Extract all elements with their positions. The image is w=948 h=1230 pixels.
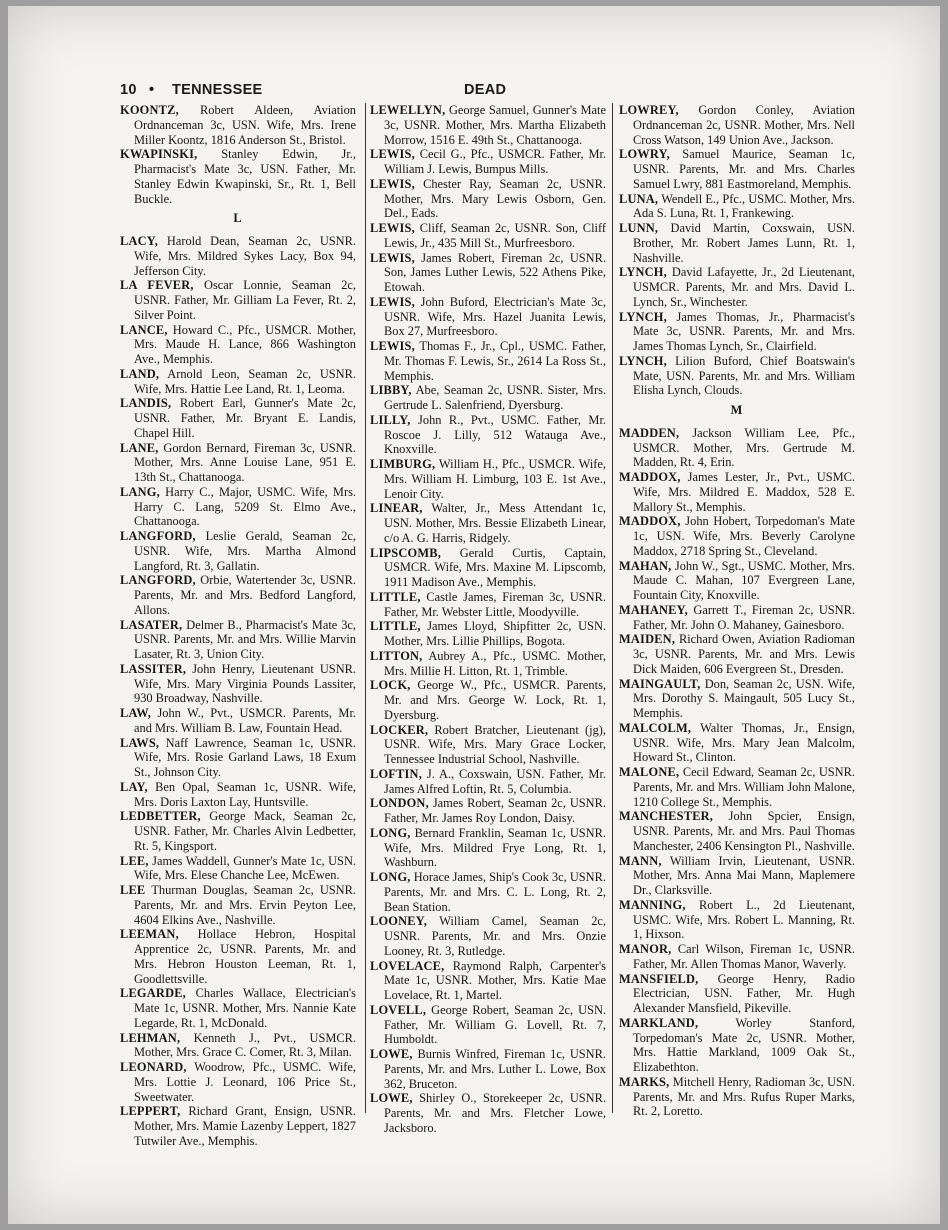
header-state: TENNESSEE xyxy=(172,82,263,98)
casualty-entry xyxy=(619,721,855,765)
casualty-entry xyxy=(619,603,855,633)
entry-surname: LEWIS, xyxy=(370,147,415,162)
casualty-entry xyxy=(370,870,606,914)
entry-details: Samuel Maurice, Seaman 1c, USNR. Parents, Mr. and Mrs. Charles Samuel Lwry, 881 Eastmoreland, Memphis. xyxy=(633,147,855,191)
casualty-entry xyxy=(120,986,356,1030)
entry-surname: LEWIS, xyxy=(370,176,415,191)
entry-details: David Lafayette, Jr., 2d Lieutenant, USMCR. Parents, Mr. and Mrs. David L. Lynch, Sr., Winchester. xyxy=(633,265,855,309)
entry-details: J. A., Coxswain, USN. Father, Mr. James Alfred Loftin, Rt. 5, Columbia. xyxy=(384,766,606,796)
entry-surname: LAY, xyxy=(120,779,148,794)
entry-details: Richard Owen, Aviation Radioman 3c, USNR. Parents, Mr. and Mrs. Lewis Dick Maiden, 606 Evergreen St., Dresden. xyxy=(633,632,855,676)
entry-details: Cecil G., Pfc., USMCR. Father, Mr. William J. Lewis, Bumpus Mills. xyxy=(384,147,606,176)
casualty-entry xyxy=(120,103,356,147)
casualty-entry xyxy=(120,1031,356,1061)
entry-details: Gordon Bernard, Fireman 3c, USNR. Mother, Mrs. Anne Louise Lane, 951 E. 13th St., Chattanooga. xyxy=(134,440,356,484)
casualty-entry xyxy=(370,1003,606,1047)
casualty-entry xyxy=(619,265,855,309)
casualty-entry xyxy=(120,323,356,367)
entry-surname: LITTLE, xyxy=(370,619,421,634)
casualty-entry xyxy=(120,1060,356,1104)
casualty-entry xyxy=(619,632,855,676)
entry-surname: LEPPERT, xyxy=(120,1104,181,1119)
entry-surname: LANE, xyxy=(120,440,159,455)
entry-details: George Robert, Seaman 2c, USN. Father, Mr. William G. Lovell, Rt. 7, Humboldt. xyxy=(384,1002,606,1047)
casualty-entry xyxy=(370,959,606,1003)
casualty-entry xyxy=(120,278,356,322)
entry-details: Cecil Edward, Seaman 2c, USNR. Parents, Mr. and Mrs. William John Malone, 1210 College St., Memphis. xyxy=(633,765,855,809)
casualty-entry xyxy=(619,147,855,191)
entry-details: Walter, Jr., Mess Attendant 1c, USN. Mother, Mrs. Bessie Elizabeth Linear, c/o A. G. Harris, Ridgely. xyxy=(384,501,606,545)
entry-details: Stanley Edwin, Jr., Pharmacist's Mate 3c, USN. Father, Mr. Stanley Edwin Kwapinski, Sr., Rt. 1, Bell Buckle. xyxy=(134,147,356,206)
entry-surname: LOWE, xyxy=(370,1047,413,1061)
casualty-entry xyxy=(370,501,606,545)
entry-surname: LAND, xyxy=(120,366,160,381)
casualty-entry xyxy=(370,826,606,870)
casualty-entry xyxy=(619,354,855,398)
casualty-entry xyxy=(619,559,855,603)
entry-surname: LEGARDE, xyxy=(120,986,186,1001)
entry-details: Arnold Leon, Seaman 2c, USNR. Wife, Mrs. Hattie Lee Land, Rt. 1, Leoma. xyxy=(134,366,356,396)
entry-surname: LOVELACE, xyxy=(370,958,445,973)
entry-details: Robert L., 2d Lieutenant, USMC. Wife, Mrs. Robert L. Manning, Rt. 1, Hixson. xyxy=(633,897,855,942)
column-1 xyxy=(120,103,356,1149)
entry-details: William Camel, Seaman 2c, USNR. Parents, Mr. and Mrs. Onzie Looney, Rt. 3, Rutledge. xyxy=(384,914,606,958)
entry-surname: MADDOX, xyxy=(619,514,681,529)
casualty-entry xyxy=(370,723,606,767)
entry-details: Oscar Lonnie, Seaman 2c, USNR. Father, Mr. Gilliam La Fever, Rt. 2, Silver Point. xyxy=(134,278,356,322)
entry-surname: LEEMAN, xyxy=(120,927,179,942)
entry-surname: LASATER, xyxy=(120,617,183,632)
entry-surname: LOCKER, xyxy=(370,722,429,737)
entry-surname: LINEAR, xyxy=(370,501,423,516)
entry-surname: MARKS, xyxy=(619,1074,670,1089)
entry-details: Mitchell Henry, Radioman 3c, USN. Parents, Mr. and Mrs. Rufus Ruper Marks, Rt. 2, Loretto. xyxy=(633,1074,855,1119)
entry-details: John W., Sgt., USMC. Mother, Mrs. Maude C. Mahan, 107 Evergreen Lane, Fountain City, Knoxville. xyxy=(633,558,855,602)
casualty-entry xyxy=(370,796,606,826)
entry-surname: KWAPINSKI, xyxy=(120,147,198,162)
entry-details: Jackson William Lee, Pfc., USMCR. Mother, Mrs. Gertrude M. Madden, Rt. 4, Erin. xyxy=(633,425,855,470)
entry-surname: LEDBETTER, xyxy=(120,809,201,824)
entry-details: James Lester, Jr., Pvt., USMC. Wife, Mrs. Mildred E. Maddox, 528 E. Mallory St., Memphis. xyxy=(633,470,855,514)
entry-details: Lilion Buford, Chief Boatswain's Mate, USN. Parents, Mr. and Mrs. William Elisha Lynch, Clouds. xyxy=(633,353,855,398)
entry-details: John Buford, Electrician's Mate 3c, USNR. Wife, Mrs. Hazel Juanita Lewis, Box 27, Murfreesboro. xyxy=(384,294,606,339)
casualty-entry xyxy=(619,426,855,470)
casualty-entry xyxy=(370,619,606,649)
casualty-entry xyxy=(370,413,606,457)
casualty-entry xyxy=(619,514,855,558)
entry-surname: LYNCH, xyxy=(619,353,667,368)
entry-details: Burnis Winfred, Fireman 1c, USNR. Parents, Mr. and Mrs. Luther L. Lowe, Box 362, Bruceton. xyxy=(384,1047,606,1091)
entry-details: Charles Wallace, Electrician's Mate 1c, USNR. Mother, Mrs. Nannie Kate Legarde, Rt. 1, McDonald. xyxy=(134,986,356,1030)
entry-surname: LEWELLYN, xyxy=(370,103,446,117)
column-3 xyxy=(619,103,855,1119)
entry-details: William H., Pfc., USMCR. Wife, Mrs. William H. Limburg, 103 E. 1st Ave., Lenoir City. xyxy=(384,457,606,501)
entry-surname: LANGFORD, xyxy=(120,529,196,543)
entry-details: Shirley O., Storekeeper 2c, USNR. Parents, Mr. and Mrs. Fletcher Lowe, Jacksboro. xyxy=(384,1091,606,1135)
entry-surname: MALCOLM, xyxy=(619,720,692,735)
entry-details: Howard C., Pfc., USMCR. Mother, Mrs. Maude H. Lance, 866 Washington Ave., Memphis. xyxy=(134,322,356,366)
entry-details: Robert Earl, Gunner's Mate 2c, USNR. Father, Mr. Bryant E. Landis, Chapel Hill. xyxy=(134,396,356,440)
entry-surname: LANCE, xyxy=(120,322,168,337)
casualty-entry xyxy=(619,854,855,898)
casualty-entry xyxy=(120,441,356,485)
casualty-entry xyxy=(619,765,855,809)
entry-details: James Waddell, Gunner's Mate 1c, USN. Wife, Mrs. Elese Chanche Lee, McEwen. xyxy=(134,853,356,883)
casualty-entry xyxy=(370,295,606,339)
entry-surname: LA FEVER, xyxy=(120,278,194,293)
entry-details: Harry C., Major, USMC. Wife, Mrs. Harry C. Lang, 5209 St. Elmo Ave., Chattanooga. xyxy=(134,484,356,529)
casualty-entry xyxy=(619,677,855,721)
section-letter: M xyxy=(730,403,744,417)
casualty-entry xyxy=(619,310,855,354)
entry-details: James Robert, Seaman 2c, USNR. Father, Mr. James Roy London, Daisy. xyxy=(384,796,606,825)
entry-surname: LAW, xyxy=(120,706,151,720)
entry-details: Orbie, Watertender 3c, USNR. Parents, Mr. and Mrs. Bedford Langford, Allons. xyxy=(134,573,356,617)
entry-details: Raymond Ralph, Carpenter's Mate 1c, USNR. Mother, Mrs. Katie Mae Lovelace, Rt. 1, Martel. xyxy=(384,958,606,1002)
entry-details: Leslie Gerald, Seaman 2c, USNR. Wife, Mrs. Martha Almond Langford, Rt. 3, Gallatin. xyxy=(134,529,356,573)
casualty-entry xyxy=(120,618,356,662)
casualty-entry xyxy=(120,1104,356,1148)
entry-surname: LITTON, xyxy=(370,648,423,663)
entry-surname: MAHANEY, xyxy=(619,602,688,617)
entry-surname: LOWRY, xyxy=(619,147,670,162)
casualty-entry xyxy=(120,662,356,706)
casualty-entry xyxy=(619,1016,855,1075)
entry-surname: LOONEY, xyxy=(370,914,428,929)
entry-details: James Robert, Fireman 2c, USNR. Son, James Luther Lewis, 522 Athens Pike, Etowah. xyxy=(384,250,606,294)
header-bullet: • xyxy=(149,82,155,98)
entry-details: David Martin, Coxswain, USN. Brother, Mr. Robert James Lunn, Rt. 1, Nashville. xyxy=(633,221,855,265)
entry-surname: MAIDEN, xyxy=(619,632,676,647)
entry-details: Garrett T., Fireman 2c, USNR. Father, Mr. John O. Mahaney, Gainesboro. xyxy=(633,602,855,632)
entry-details: John W., Pvt., USMCR. Parents, Mr. and Mrs. William B. Law, Fountain Head. xyxy=(134,706,356,735)
entry-details: John Henry, Lieutenant USNR. Wife, Mrs. Mary Virginia Pounds Lassiter, 930 Broadway, Nashville. xyxy=(134,661,356,706)
casualty-entry xyxy=(120,529,356,573)
entry-details: Abe, Seaman 2c, USNR. Sister, Mrs. Gertrude L. Salenfriend, Dyersburg. xyxy=(384,383,606,412)
casualty-entry xyxy=(370,590,606,620)
entry-details: Thurman Douglas, Seaman 2c, USNR. Parents, Mr. and Mrs. Ervin Peyton Lee, 4604 Elkins Ave., Nashville. xyxy=(134,883,356,927)
casualty-entry xyxy=(370,457,606,501)
entry-details: Delmer B., Pharmacist's Mate 3c, USNR. Parents, Mr. and Mrs. Willie Marvin Lasater, Rt. 3, Union City. xyxy=(134,617,356,661)
entry-surname: LEWIS, xyxy=(370,221,415,235)
casualty-entry xyxy=(619,470,855,514)
casualty-entry xyxy=(120,706,356,736)
entry-details: John Spcier, Ensign, USNR. Parents, Mr. and Mrs. Paul Thomas Manchester, 2406 Kensington Pl., Nashville. xyxy=(633,809,855,853)
casualty-entry xyxy=(120,854,356,884)
casualty-entry xyxy=(120,736,356,780)
entry-surname: LYNCH, xyxy=(619,309,667,324)
entry-surname: MADDOX, xyxy=(619,470,681,484)
entry-details: James Thomas, Jr., Pharmacist's Mate 3c, USNR. Parents, Mr. and Mrs. James Thomas Lynch, Sr., Clairfield. xyxy=(633,309,855,353)
header-title: DEAD xyxy=(464,82,507,98)
casualty-entry xyxy=(619,192,855,222)
entry-surname: LOCK, xyxy=(370,678,411,693)
entry-details: Bernard Franklin, Seaman 1c, USNR. Wife, Mrs. Mildred Frye Long, Rt. 1, Washburn. xyxy=(384,825,606,870)
entry-surname: LONDON, xyxy=(370,796,429,811)
casualty-entry xyxy=(619,972,855,1016)
casualty-entry xyxy=(619,103,855,147)
casualty-entry xyxy=(120,485,356,529)
entry-surname: LUNA, xyxy=(619,191,659,206)
casualty-entry xyxy=(370,177,606,221)
entry-surname: LAWS, xyxy=(120,735,160,750)
casualty-entry xyxy=(370,678,606,722)
casualty-entry xyxy=(120,367,356,397)
entry-surname: LIBBY, xyxy=(370,383,412,398)
entry-surname: LACY, xyxy=(120,234,159,248)
entry-details: Harold Dean, Seaman 2c, USNR. Wife, Mrs. Mildred Sykes Lacy, Box 94, Jefferson City. xyxy=(134,234,356,278)
casualty-entry xyxy=(120,573,356,617)
entry-details: George Mack, Seaman 2c, USNR. Father, Mr. Charles Alvin Ledbetter, Rt. 5, Kingsport. xyxy=(134,809,356,853)
entry-details: George Samuel, Gunner's Mate 3c, USNR. Mother, Mrs. Martha Elizabeth Morrow, 1516 E. 49th St., Chattanooga. xyxy=(384,103,606,147)
entry-surname: LOWE, xyxy=(370,1091,413,1106)
entry-surname: LONG, xyxy=(370,825,411,840)
entry-details: George Henry, Radio Electrician, USN. Father, Mr. Hugh Alexander Mansfield, Pikeville. xyxy=(633,971,855,1015)
casualty-entry xyxy=(619,1075,855,1119)
entry-details: William Irvin, Lieutenant, USNR. Mother, Mrs. Anna Mai Mann, Maplemere Dr., Clarksville. xyxy=(633,853,855,897)
entry-details: Cliff, Seaman 2c, USNR. Son, Cliff Lewis, Jr., 435 Mill St., Murfreesboro. xyxy=(384,221,606,250)
entry-surname: LOFTIN, xyxy=(370,766,423,781)
entry-surname: MALONE, xyxy=(619,765,680,779)
entry-surname: LEE xyxy=(120,883,146,897)
casualty-entry xyxy=(370,339,606,383)
entry-details: Woodrow, Pfc., USMC. Wife, Mrs. Lottie J. Leonard, 106 Price St., Sweetwater. xyxy=(134,1060,356,1104)
document-page xyxy=(8,6,940,1224)
casualty-entry xyxy=(370,221,606,251)
entry-surname: MANOR, xyxy=(619,942,672,956)
entry-surname: MARKLAND, xyxy=(619,1015,699,1030)
entry-details: Gordon Conley, Aviation Ordnanceman 2c, USNR. Mother, Mrs. Nell Cross Watson, 149 Union Ave., Jackson. xyxy=(633,103,855,147)
entry-surname: MANN, xyxy=(619,853,662,868)
entry-details: John R., Pvt., USMC. Father, Mr. Roscoe J. Lilly, 512 Watauga Ave., Knoxville. xyxy=(384,412,606,457)
entry-details: John Hobert, Torpedoman's Mate 1c, USN. Wife, Mrs. Beverly Carolyne Maddox, 2718 Spring St., Cleveland. xyxy=(633,514,855,558)
casualty-entry xyxy=(370,914,606,958)
entry-surname: LEWIS, xyxy=(370,339,415,353)
entry-surname: LASSITER, xyxy=(120,661,187,676)
entry-details: James Lloyd, Shipfitter 2c, USN. Mother, Mrs. Lillie Phillips, Bogota. xyxy=(384,619,606,648)
entry-details: Aubrey A., Pfc., USMC. Mother, Mrs. Millie H. Litton, Rt. 1, Trimble. xyxy=(384,648,606,678)
entry-details: Walter Thomas, Jr., Ensign, USNR. Wife, Mrs. Mary Jean Malcolm, Howard St., Clinton. xyxy=(633,720,855,765)
entry-surname: MANCHESTER, xyxy=(619,809,714,824)
entry-surname: MADDEN, xyxy=(619,425,680,440)
entry-details: Robert Bratcher, Lieutenant (jg), USNR. Wife, Mrs. Mary Grace Locker, Tennessee Industrial School, Nashville. xyxy=(384,722,606,766)
entry-surname: LIPSCOMB, xyxy=(370,545,441,560)
entry-details: Carl Wilson, Fireman 1c, USNR. Father, Mr. Allen Thomas Manor, Waverly. xyxy=(633,942,855,971)
entry-details: Robert Aldeen, Aviation Ordnanceman 3c, USN. Wife, Mrs. Irene Miller Koontz, 1816 Anderson St., Bristol. xyxy=(134,103,356,147)
entry-surname: LYNCH, xyxy=(619,265,667,280)
casualty-entry xyxy=(120,147,356,206)
entry-surname: MANNING, xyxy=(619,897,686,912)
entry-details: Thomas F., Jr., Cpl., USMC. Father, Mr. Thomas F. Lewis, Sr., 2614 La Ross St., Memphis. xyxy=(384,339,606,383)
entry-surname: LITTLE, xyxy=(370,589,421,604)
casualty-entry xyxy=(370,1047,606,1091)
entry-surname: LOVELL, xyxy=(370,1002,427,1017)
section-letter: L xyxy=(233,211,243,226)
casualty-entry xyxy=(370,251,606,295)
casualty-entry xyxy=(370,103,606,147)
casualty-entry xyxy=(120,809,356,853)
casualty-entry xyxy=(370,767,606,797)
entry-surname: MAHAN, xyxy=(619,558,672,573)
casualty-entry xyxy=(370,546,606,590)
entry-details: Kenneth J., Pvt., USMCR. Mother, Mrs. Grace C. Comer, Rt. 3, Milan. xyxy=(134,1030,356,1060)
casualty-entry xyxy=(120,780,356,810)
entry-surname: LEHMAN, xyxy=(120,1030,181,1045)
casualty-entry xyxy=(370,649,606,679)
casualty-entry xyxy=(619,942,855,972)
entry-surname: LANG, xyxy=(120,484,160,499)
entry-details: Chester Ray, Seaman 2c, USNR. Mother, Mrs. Mary Lewis Osborn, Gen. Del., Eads. xyxy=(384,176,606,221)
entry-surname: LEE, xyxy=(120,853,149,868)
entry-details: Horace James, Ship's Cook 3c, USNR. Parents, Mr. and Mrs. C. L. Long, Rt. 2, Bean Station. xyxy=(384,870,606,914)
casualty-entry xyxy=(619,221,855,265)
entry-surname: LEONARD, xyxy=(120,1060,187,1074)
casualty-entry xyxy=(120,883,356,927)
entry-surname: LANDIS, xyxy=(120,396,172,411)
entry-surname: LONG, xyxy=(370,870,411,884)
casualty-entry xyxy=(370,147,606,177)
entry-surname: LANGFORD, xyxy=(120,573,196,588)
entry-surname: LEWIS, xyxy=(370,250,415,265)
casualty-entry xyxy=(120,927,356,986)
entry-surname: LEWIS, xyxy=(370,294,415,309)
column-divider xyxy=(612,103,613,1113)
casualty-entry xyxy=(370,1091,606,1135)
entry-surname: LILLY, xyxy=(370,412,411,427)
casualty-entry xyxy=(619,809,855,853)
entry-details: Worley Stanford, Torpedoman's Mate 2c, USNR. Mother, Mrs. Hattie Markland, 1009 Oak St., Elizabethton. xyxy=(633,1015,855,1074)
entry-details: Richard Grant, Ensign, USNR. Mother, Mrs. Mamie Lazenby Leppert, 1827 Tutwiler Ave., Memphis. xyxy=(134,1104,356,1148)
casualty-entry xyxy=(120,396,356,440)
casualty-entry xyxy=(120,234,356,278)
page-header xyxy=(120,82,855,102)
casualty-entry xyxy=(370,383,606,413)
page-number: 10 xyxy=(120,82,137,98)
entry-details: Wendell E., Pfc., USMC. Mother, Mrs. Ada S. Luna, Rt. 1, Frankewing. xyxy=(633,191,855,221)
entry-details: Castle James, Fireman 3c, USNR. Father, Mr. Webster Little, Moodyville. xyxy=(384,589,606,619)
entry-surname: KOONTZ, xyxy=(120,103,179,117)
entry-details: George W., Pfc., USMCR. Parents, Mr. and Mrs. George W. Lock, Rt. 1, Dyersburg. xyxy=(384,678,606,722)
entry-surname: MANSFIELD, xyxy=(619,971,699,986)
entry-details: Gerald Curtis, Captain, USMCR. Wife, Mrs. Maxine M. Lipscomb, 1911 Madison Ave., Memphis. xyxy=(384,545,606,589)
entry-surname: LOWREY, xyxy=(619,103,679,117)
entry-details: Hollace Hebron, Hospital Apprentice 2c, USNR. Parents, Mr. and Mrs. Hebron Houston Leeman, Rt. 1, Goodlettsville. xyxy=(134,927,356,986)
entry-surname: LUNN, xyxy=(619,221,659,235)
column-divider xyxy=(365,103,366,1113)
entry-details: Naff Lawrence, Seaman 1c, USNR. Wife, Mrs. Rosie Garland Laws, 18 Exum St., Johnson City. xyxy=(134,735,356,779)
entry-surname: LIMBURG, xyxy=(370,457,436,471)
casualty-entry xyxy=(619,898,855,942)
entry-details: Don, Seaman 2c, USN. Wife, Mrs. Dorothy S. Maingault, 505 Lucy St., Memphis. xyxy=(633,676,855,720)
entry-surname: MAINGAULT, xyxy=(619,676,701,691)
entry-details: Ben Opal, Seaman 1c, USNR. Wife, Mrs. Doris Laxton Lay, Huntsville. xyxy=(134,779,356,809)
column-2 xyxy=(370,103,606,1136)
